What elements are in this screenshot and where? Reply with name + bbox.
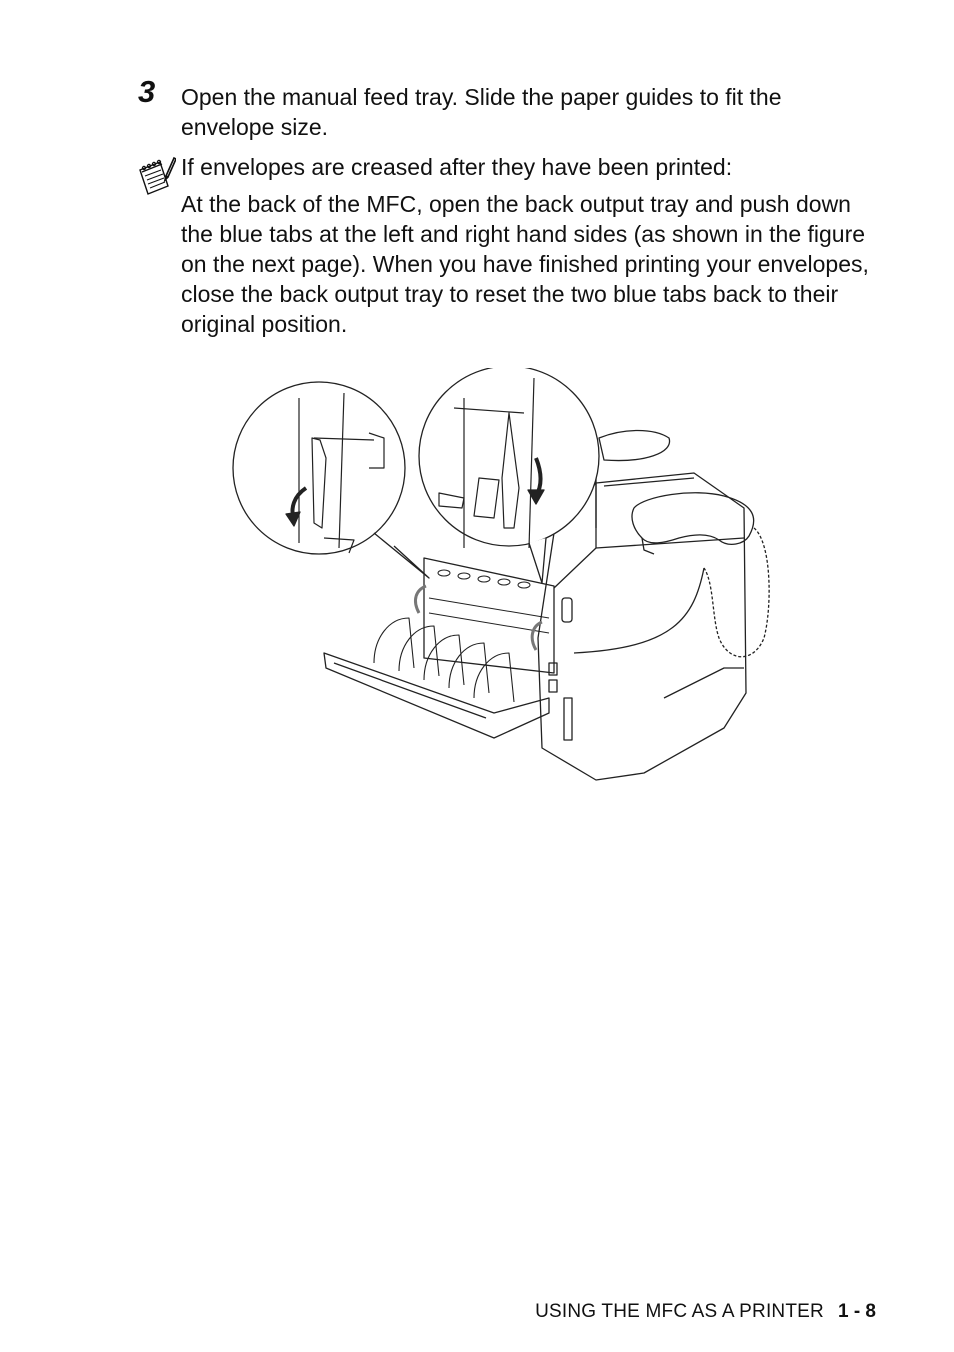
page-footer	[535, 1300, 876, 1324]
handset-cord	[704, 528, 769, 657]
footer-section-title: USING THE MFC AS A PRINTER	[535, 1301, 824, 1322]
step-number: 3	[138, 74, 156, 109]
step-instruction: Open the manual feed tray. Slide the paper guides to fit the envelope size.	[181, 84, 782, 140]
manual-feed-tray	[324, 653, 549, 738]
mfc-back-output-tray-illustration	[224, 368, 790, 788]
right-tab-detail	[419, 368, 599, 546]
footer-page-number: 1 - 8	[837, 1301, 876, 1322]
note-body: At the back of the MFC, open the back output tray and push down the blue tabs at the left and right hand sides (as shown in the figure on the next page). When you have finished printing your envelopes, close the back output tray to reset the two blue tabs back to their original position.	[181, 191, 869, 337]
document-feeder	[599, 431, 670, 461]
note-pad-icon	[136, 156, 176, 198]
note-intro: If envelopes are creased after they have been printed:	[181, 154, 733, 180]
handset	[632, 493, 754, 545]
